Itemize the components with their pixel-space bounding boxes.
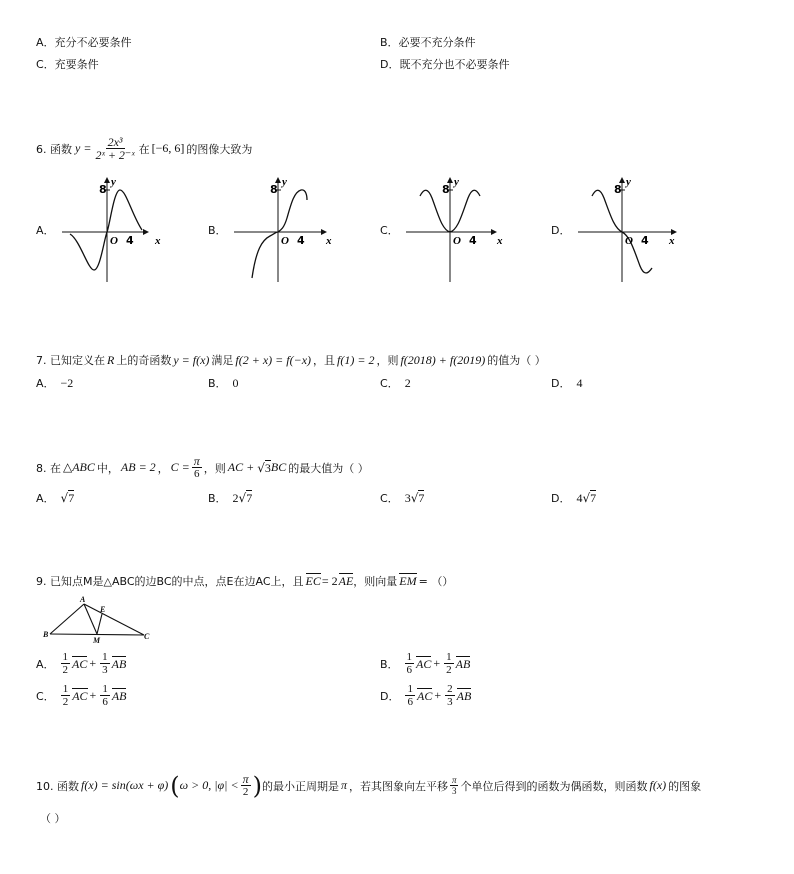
q5-option-b[interactable]: B．必要不充分条件 (380, 36, 476, 49)
q9-d-plus: + (434, 688, 442, 702)
q9-text3: = （） (418, 575, 454, 588)
q6-b-tick-y: 8 (270, 183, 278, 196)
q6-stem (36, 136, 252, 161)
q7-f1: y = f(x) (173, 353, 210, 367)
q8-t1: 中， (96, 461, 119, 475)
q9-b-d1: 6 (406, 664, 413, 676)
q9-c-plus: + (89, 688, 97, 702)
q9-a-n1: 1 (62, 651, 69, 663)
q9-b-v2: AB (455, 656, 471, 671)
q10-cond-fraction (241, 773, 251, 798)
q9-segment-me (97, 614, 102, 634)
q6-b-axis-x: x (326, 235, 332, 247)
q6-denominator: 2ˣ + 2⁻ˣ (95, 148, 135, 162)
q6-a-axis-x: x (155, 235, 161, 247)
q8-a-label: A． (36, 492, 55, 505)
q6-option-d-label[interactable]: D． (551, 224, 571, 237)
q6-option-c-label[interactable]: C． (380, 224, 399, 237)
q10-pi: π (242, 772, 249, 786)
q8-expr-b: BC (270, 460, 287, 474)
q7-option-c[interactable] (380, 375, 411, 391)
q10-t4: 的图象 (668, 779, 702, 793)
q8-prefix: 8. 在 (36, 461, 61, 475)
q9-c-label: C． (36, 689, 55, 703)
q6-graph-b[interactable] (234, 176, 332, 282)
q7-b-label: B． (208, 377, 227, 390)
q7-d-value: 4 (576, 376, 583, 390)
q7-R: R (107, 353, 115, 367)
q6-option-a-label[interactable]: A． (36, 224, 55, 237)
q7-t2: 满足 (211, 354, 234, 367)
q9-c-d2: 6 (102, 696, 108, 708)
q6-c-tick-y: 8 (442, 183, 450, 196)
q9-c-n1: 1 (62, 683, 69, 695)
q10-t3: 个单位后得到的函数为偶函数，则函数 (460, 779, 648, 793)
q9-vec-ec: EC (305, 574, 321, 588)
q6-option-b-label[interactable]: B． (208, 224, 227, 237)
q9-eq2: = 2 (321, 574, 338, 588)
q10-cond-a: ω > 0, |φ| < (179, 778, 239, 792)
q8-b-coef: 2 (232, 491, 239, 505)
q8-c-rad: 7 (418, 491, 425, 505)
q7-a-value: −2 (60, 376, 74, 390)
q8-pi: π (193, 454, 200, 468)
q6-c-origin: O (453, 235, 461, 247)
q9-stem (36, 573, 453, 589)
q6-graph-d[interactable] (578, 176, 676, 282)
q9-figure (40, 594, 160, 646)
q9-a-v2: AB (111, 656, 127, 671)
q9-c-v1: AC (72, 688, 88, 703)
q9-a-n2: 1 (102, 651, 108, 663)
q9-option-a[interactable] (36, 651, 126, 676)
q8-option-b[interactable] (208, 490, 252, 506)
radical-icon: √ (582, 491, 591, 505)
q10-f: f(x) = sin(ωx + φ) (81, 778, 169, 792)
q8-d-coef: 4 (576, 491, 583, 505)
q6-d-axis-x: x (669, 235, 675, 247)
q9-b-v1: AC (416, 656, 432, 671)
q6-interval: [−6, 6] (151, 141, 185, 155)
q10-shift-fraction (450, 775, 459, 796)
q8-option-a[interactable] (36, 490, 74, 506)
q9-side-ba (50, 604, 84, 634)
q8-c-label: C． (380, 492, 399, 505)
q9-side-ac (84, 604, 144, 635)
q8-t2: ， (157, 461, 169, 475)
q9-option-c[interactable] (36, 683, 126, 708)
q6-mid: 在 (138, 142, 150, 156)
q6-b-origin: O (281, 235, 289, 247)
q7-t3: ，且 (313, 354, 336, 367)
q9-text1: 9. 已知点M是△ABC的边BC的中点，点E在边AC上，且 (36, 575, 304, 588)
q6-y-eq: y = (75, 141, 92, 155)
q10-fx: f(x) (649, 778, 667, 792)
q6-graph-c[interactable] (406, 176, 503, 282)
q8-expr-sqrt: 3 (264, 460, 271, 475)
q6-fraction (93, 136, 136, 161)
q9-b-n2: 1 (446, 651, 452, 663)
q8-angle-fraction (192, 455, 202, 480)
q8-option-c[interactable] (380, 490, 424, 506)
q9-b-d2: 2 (446, 664, 452, 676)
q9-vec-ae: AE (338, 574, 354, 588)
q9-a-plus: + (89, 656, 97, 670)
q5-option-c[interactable]: C．充要条件 (36, 58, 99, 71)
q5-option-d[interactable]: D．既不充分也不必要条件 (380, 58, 510, 71)
q9-d-label: D． (380, 689, 400, 703)
q8-c-eq: C = (170, 460, 190, 474)
q10-pi2: π (340, 778, 347, 792)
q5-option-a[interactable]: A．充分不必要条件 (36, 36, 132, 49)
q9-text2: ，则向量 (353, 575, 398, 588)
q8-t4: 的最大值为（ ） (288, 461, 369, 475)
q7-c-value: 2 (404, 376, 411, 390)
q9-a-v1: AC (72, 656, 88, 671)
q9-d-n2: 2 (447, 683, 453, 695)
q9-label-c: C (144, 632, 150, 641)
q9-b-label: B． (380, 657, 399, 671)
q10-prefix: 10. 函数 (36, 779, 79, 793)
q7-f3: f(1) = 2 (337, 353, 375, 367)
q9-d-d2: 3 (447, 696, 453, 708)
q9-a-label: A． (36, 657, 55, 671)
q8-triangle: △ABC (63, 460, 95, 474)
q10-three: 3 (451, 786, 457, 796)
q8-d-label: D． (551, 492, 571, 505)
q6-a-tick-x: 4 (126, 234, 134, 247)
radical-icon: √ (60, 491, 69, 505)
q8-option-d[interactable] (551, 490, 596, 506)
q7-stem (36, 352, 546, 368)
q10-answer-paren: （ ） (40, 812, 66, 825)
q9-c-d1: 2 (62, 696, 69, 708)
q7-t1: 上的奇函数 (116, 354, 172, 367)
q8-six: 6 (194, 468, 200, 480)
q8-stem: 8. 在 △ABC 中， AB = 2 ， C = $\frac{\pi}{6}$ ，则 AC + √ 3 BC 的最大值为（ ） (36, 454, 369, 480)
q9-b-n1: 1 (406, 651, 413, 663)
q9-a-d1: 2 (62, 664, 69, 676)
q10-t1: 的最小正周期是 (261, 779, 339, 793)
q9-side-bc (50, 634, 144, 635)
q7-c-label: C． (380, 377, 399, 390)
q10-pi3: π (451, 775, 457, 785)
q8-b-label: B． (208, 492, 227, 505)
q9-label-e: E (100, 605, 106, 614)
q9-label-m: M (93, 636, 101, 645)
q6-a-axis-y: y (111, 176, 116, 188)
q9-d-v1: AC (416, 688, 433, 703)
q10-two: 2 (242, 786, 249, 798)
q8-c-coef: 3 (404, 491, 411, 505)
q8-t3: ，则 (203, 461, 226, 475)
q9-d-n1: 1 (407, 683, 413, 695)
q6-c-axis-x: x (497, 235, 503, 247)
q7-t5: 的值为（ ） (487, 354, 546, 367)
q6-d-tick-x: 4 (641, 234, 649, 247)
q9-a-d2: 3 (102, 664, 108, 676)
q6-d-origin: O (625, 235, 633, 247)
q9-b-plus: + (433, 656, 441, 670)
radical-icon: √ (410, 491, 419, 505)
q8-expr-a: AC + (227, 460, 255, 474)
q7-option-b[interactable] (208, 375, 239, 391)
q6-d-axis-y: y (626, 176, 631, 188)
q7-option-d[interactable] (551, 375, 582, 391)
q9-label-b: B (43, 630, 49, 639)
q7-b-value: 0 (232, 376, 239, 390)
q9-d-v2: AB (456, 688, 472, 703)
q6-d-tick-y: 8 (614, 183, 622, 196)
q7-prefix: 7. 已知定义在 (36, 354, 105, 367)
q6-b-axis-y: y (282, 176, 287, 188)
q9-option-b[interactable] (380, 651, 470, 676)
q7-option-a[interactable] (36, 375, 73, 391)
q6-a-tick-y: 8 (99, 183, 107, 196)
q7-f2: f(2 + x) = f(−x) (235, 353, 312, 367)
q7-a-label: A． (36, 377, 55, 390)
q6-prefix: 6. 函数 (36, 142, 72, 156)
q6-b-tick-x: 4 (297, 234, 305, 247)
q9-d-d1: 6 (407, 696, 413, 708)
q6-suffix: 的图像大致为 (186, 142, 253, 156)
q7-t4: ，则 (376, 354, 399, 367)
q8-ab: AB = 2 (120, 460, 156, 474)
q10-stem (36, 773, 701, 798)
q6-c-tick-x: 4 (469, 234, 477, 247)
q6-c-axis-y: y (454, 176, 459, 188)
q9-median-am (84, 604, 97, 634)
q9-c-n2: 1 (102, 683, 108, 695)
q6-graphs (0, 170, 794, 290)
q7-f4: f(2018) + f(2019) (400, 353, 486, 367)
q10-open-paren: ( (170, 771, 180, 800)
q9-option-d[interactable] (380, 683, 471, 708)
q8-d-rad: 7 (590, 491, 597, 505)
q8-a-rad: 7 (68, 491, 75, 505)
q9-vec-em: EM (399, 574, 417, 588)
radical-icon: √ (238, 491, 247, 505)
q6-graph-a[interactable] (62, 176, 161, 282)
q6-numerator: 2x³ (107, 135, 123, 149)
q7-d-label: D． (551, 377, 571, 390)
q9-c-v2: AB (111, 688, 127, 703)
q10-close-paren: ) (252, 771, 262, 800)
q9-label-a: A (80, 595, 86, 604)
q8-b-rad: 7 (246, 491, 253, 505)
q10-t2: ，若其图象向左平移 (348, 779, 448, 793)
q6-a-origin: O (110, 235, 118, 247)
